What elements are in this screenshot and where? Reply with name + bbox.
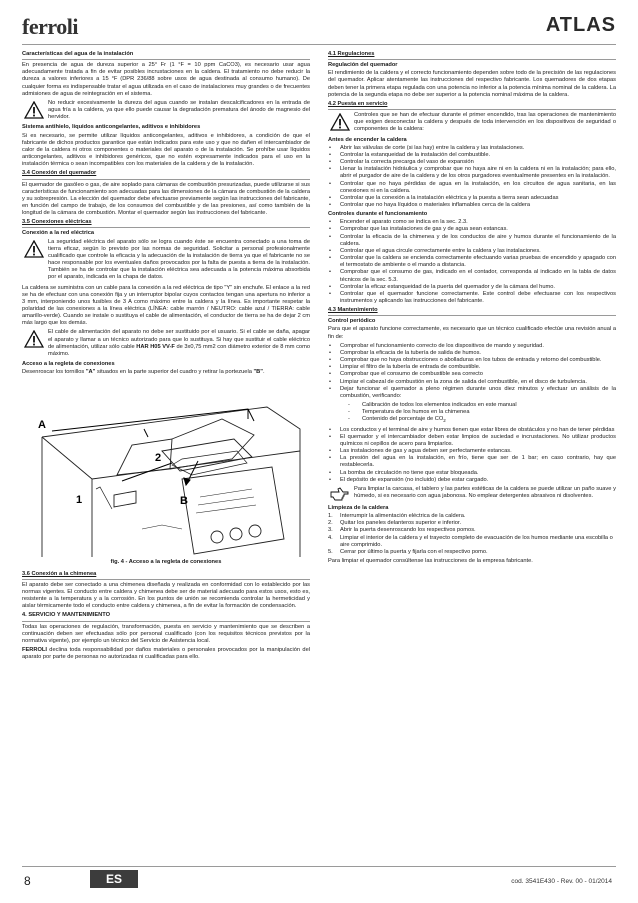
access-text: .	[262, 369, 265, 376]
checklist-item: • El depósito de expansión (no incluido) debe estar cargado.	[328, 477, 616, 484]
combustion-analysis-list	[328, 402, 616, 425]
checklist-item: • Comprobar la eficacia de la tubería de salida de humos.	[328, 350, 616, 357]
checklist-item: • Comprobar el funcionamiento correcto de los dispositivos de mando y seguridad.	[328, 343, 616, 350]
checklist-item: • Controlar que no haya líquidos o materiales inflamables cerca de la caldera	[328, 202, 616, 209]
cleaning-step	[328, 527, 616, 534]
checklist-item: • Limpiar el filtro de la tubería de entrada de combustible.	[328, 364, 616, 371]
figure-label-2: 2	[155, 452, 162, 465]
access-door-label: "B"	[253, 369, 263, 376]
cleaning-step	[328, 535, 616, 549]
analysis-item	[328, 409, 616, 416]
section-divider	[22, 621, 310, 622]
burner-regulation-paragraph: El rendimiento de la caldera y el correcto funcionamiento dependen sobre todo de la precisión de las regulaciones del quemador. Aplicar atentamente las instrucciones del respectivo fabricante. Los quemadores de dos etapas deben tener la primera etapa regulada con una potencia no inferior a la potencia mínima nominal de la caldera. La potencia de la segunda etapa no debe ser superior a la potencia nominal máxima de la caldera.	[328, 70, 616, 98]
checklist-item: • Limpiar el cabezal de combustión en la zona de salida del combustible, en el disco de turbulencia.	[328, 379, 616, 386]
chimney-section-title: 3.6 Conexión a la chimenea	[22, 570, 97, 577]
burner-regulation-title: Regulación del quemador	[328, 62, 398, 69]
water-warning-text: No reducir excesivamente la dureza del agua cuando se instalan descalcificadores en la entrada de agua fría a la caldera, ya que ello puede causar la degradación prematura del ánodo de magnesio del hervidor.	[48, 99, 310, 121]
figure-label-a: A	[38, 419, 46, 432]
step-text: Interrumpir la alimentación eléctrica de la caldera.	[340, 513, 466, 520]
checklist-item: • Llenar la instalación hidráulica y comprobar que no haya aire ni en la caldera ni en la instalación; para ello, abrir el purgador de aire de la caldera y de los otros purgadores eventualmente presentes en la instalación.	[328, 166, 616, 180]
figure-label-1: 1	[76, 494, 83, 507]
step-text: Cerrar por último la puerta y fijarla con el respectivo pomo.	[340, 548, 488, 555]
burner-paragraph: El quemador de gasóleo o gas, de aire soplado para cámaras de combustión presurizadas, puede utilizarse si sus características de funcionamiento son adecuadas para las dimensiones de la cámara de combustión de la caldera y su sobrepresión. La elección del quemador debe efectuarse previamente según las instrucciones del fabricante, en función del campo de trabajo, de los consumos del combustible y de las presiones, así como también de la longitud de la cámara de combustión. Montar el quemador según las instrucciones del fabricante.	[22, 181, 310, 217]
checklist-item: • Comprobar que el consumo de gas, indicado en el contador, corresponda al indicado en la tabla de datos técnicos de la sec. 5.3.	[328, 269, 616, 283]
right-column	[328, 50, 616, 567]
step-text: Abrir la puerta desenroscando los respectivos pomos.	[340, 527, 476, 534]
section-divider	[328, 315, 616, 316]
cleaning-note-text: Para limpiar la carcasa, el tablero y las partes estéticas de la caldera se puede utilizar un paño suave y húmedo, si es necesario con agua jabonosa. No emplear detergentes abrasivos ni disolventes.	[354, 485, 616, 500]
checklist-item: • La presión del agua en la instalación, en frío, tiene que ser de 1 bar; en caso contrario, hay que restablecerla.	[328, 455, 616, 469]
startup-warning-text: Controles que se han de efectuar durante el primer encendido, tras las operaciones de mantenimiento que exigen desconectar la caldera y después de toda intervención en los dispositivos de seguridad o componentes de la caldera:	[354, 112, 616, 133]
cable-warning-text	[48, 329, 310, 356]
brand-name-bold: FERROLI	[22, 646, 47, 653]
checklist-item: • Controlar la estanqueidad de la instalación del combustible.	[328, 152, 616, 159]
liability-paragraph	[22, 647, 310, 661]
analysis-item	[328, 402, 616, 409]
footer-divider	[22, 866, 616, 867]
periodic-check-list-continued	[328, 427, 616, 484]
model-name: ATLAS	[545, 14, 616, 36]
co2-subscript: 2	[443, 418, 446, 424]
section-divider	[22, 179, 310, 180]
checklist-item: • Comprobar que no haya obstrucciones o abolladuras en los tubos de entrada y retorno del combustible.	[328, 357, 616, 364]
page-number: 8	[24, 874, 31, 888]
pointing-hand-icon	[330, 487, 350, 501]
header-divider	[22, 44, 616, 45]
burner-cleaning-paragraph: Para limpiar el quemador consúltense las instrucciones de la empresa fabricante.	[328, 557, 533, 564]
analysis-item-text: Calibración de todos los elementos indicados en este manual	[362, 402, 517, 409]
antifreeze-title: Sistema antihielo, líquidos anticongelantes, aditivos e inhibidores	[22, 124, 201, 131]
cleaning-step	[328, 520, 616, 527]
earth-warning	[22, 239, 310, 282]
checklist-item: • Controlar que la conexión a la instalación eléctrica y la puesta a tierra sean adecuadas	[328, 195, 616, 202]
earth-warning-text: La seguridad eléctrica del aparato sólo se logra cuando éste se encuentra conectado a una toma de tierra eficaz, según lo previsto por las normas de seguridad. Solicitar a personal profesionalmente cualificado que controle la eficacia y la adecuación de la instalación de tierra ya que el fabricante no se hace responsable por los eventuales daños provocados por la falta de puesta a tierra de la instalación. También se ha de controlar que la instalación eléctrica sea adecuada a la potencia máxima absorbida por el aparato, indicada en la chapa de datos.	[48, 238, 310, 281]
step-number: 4.	[328, 534, 333, 541]
checklist-item: • Encender el aparato como se indica en la sec. 2.3.	[328, 219, 616, 226]
checklist-item: • El quemador y el intercambiador deben estar limpios de suciedad e incrustaciones. No utilizar productos químicos ni cepillos de acero para limpiarlos.	[328, 434, 616, 448]
checklist-item: • Controlar la correcta precarga del vaso de expansión	[328, 159, 616, 166]
cable-type-label: HAR H05 VV-F	[136, 343, 175, 350]
warning-triangle-icon	[24, 101, 44, 119]
burner-section-title: 3.4 Conexión del quemador	[22, 170, 97, 177]
step-number: 1.	[328, 513, 333, 520]
startup-section-title: 4.2 Puesta en servicio	[328, 100, 388, 107]
document-code: cod. 3541E430 - Rev. 00 - 01/2014	[511, 878, 612, 885]
cleaning-note	[328, 486, 616, 502]
periodic-check-title: Control periódico	[328, 318, 376, 325]
analysis-item-text: Temperatura de los humos en la chimenea	[362, 409, 470, 416]
water-paragraph: En presencia de agua de dureza superior a 25° Fr (1 °F = 10 ppm CaCO3), es necesario usar agua adecuadamente tratada a fin de evitar posibles incrustaciones en la caldera. El tratamiento no debe reducir la dureza a valores inferiores a 15 °F (DPR 236/88 sobre usos de agua destinada al consumo humano). De cualquier forma es indispensable tratar el agua utilizada en el caso de instalaciones muy grandes o de frecuentes admisiones de agua de reintegración en el sistema.	[22, 62, 310, 97]
water-section-title: Características del agua de la instalación	[22, 51, 134, 57]
terminal-access-title: Acceso a la regleta de conexiones	[22, 361, 115, 368]
step-text: Limpiar el interior de la caldera y el trayecto completo de evacuación de los humos mediante una escobilla o aire comprimido.	[340, 534, 613, 548]
checklist-item: • Las instalaciones de gas y agua deben ser perfectamente estancas.	[328, 448, 616, 455]
step-number: 2.	[328, 520, 333, 527]
checklist-item: • Controlar la eficaz estanqueidad de la puerta del quemador y de la cámara del humo.	[328, 284, 616, 291]
section-divider	[22, 579, 310, 580]
water-warning	[22, 100, 310, 121]
checklist-item: • Controlar que el agua circule correctamente entre la caldera y las instalaciones.	[328, 248, 616, 255]
step-number: 3.	[328, 527, 333, 534]
cable-warning-part: El cable de alimentación del aparato no debe ser sustituido por el usuario. Si el cable se daña, apagar el aparato y llamar a un técnico autorizado para que lo sustituya. Si hay que sustituir el cable eléctrico de alimentación, utilizar sólo cable	[48, 329, 310, 350]
before-start-list	[328, 145, 616, 209]
maintenance-section-title: 4.3 Mantenimiento	[328, 307, 378, 314]
mains-connection-title: Conexión a la red eléctrica	[22, 230, 95, 237]
terminal-access-paragraph	[22, 369, 310, 376]
access-text: situados en la parte superior del cuadro y retirar la portezuela	[95, 369, 254, 376]
service-paragraph: Todas las operaciones de regulación, transformación, puesta en servicio y mantenimiento que se describen a continuación deben ser efectuadas sólo por personal cualificado (con los requisitos técnicos previstos por la normativa vigente), por ejemplo un técnico del Servicio de Asistencia local.	[22, 623, 310, 644]
checklist-item: • Controlar que el quemador funcione correctamente. Este control debe efectuarse con los respectivos instrumentos y aplicando las instrucciones del fabricante.	[328, 291, 616, 305]
step-number: 5.	[328, 548, 333, 555]
checklist-item: • Abrir las válvulas de corte (si las hay) entre la caldera y las instalaciones.	[328, 145, 616, 152]
cable-paragraph: La caldera se suministra con un cable para la conexión a la red eléctrica de tipo "Y" sin enchufe. El enlace a la red se ha de efectuar con una conexión fija y un interruptor bipolar cuyos contactos tengan una apertura no inferior a 3 mm, interponiendo unos fusibles de 3 A como máximo entre la caldera y la línea. Es importante respetar la polaridad de las conexiones a la línea eléctrica (LÍNEA: cable marrón / NEUTRO: cable azul / TIERRA: cable amarillo-verde). Cuando se instale o sustituya el cable de alimentación, el conductor de tierra se ha de dejar 2 cm más largo que los demás.	[22, 284, 310, 327]
checklist-item: • Comprobar que las instalaciones de gas y de agua sean estancas.	[328, 226, 616, 233]
section-divider	[22, 227, 310, 228]
electrical-section-title: 3.5 Conexiones eléctricas	[22, 219, 92, 226]
boiler-cleaning-title: Limpieza de la caldera	[328, 504, 389, 511]
antifreeze-paragraph: Si es necesario, se permite utilizar líquidos anticongelantes, aditivos e inhibidores, a condición de que el fabricante de dichos productos garantice que están indicados para este uso y que no dañen el intercambiador de calor de la caldera ni otros componentes o materiales del aparato o de la instalación. Se prohíbe usar líquidos anticongelantes, aditivos e inhibidores genéricos, que no estén expresamente indicados para el uso en la instalación térmica o sean incompatibles con los materiales de la caldera y de la instalación.	[22, 132, 310, 168]
analysis-item	[328, 416, 616, 424]
figure-4	[22, 379, 310, 557]
warning-triangle-icon	[24, 240, 44, 258]
section-divider	[22, 59, 310, 60]
step-text: Quitar los paneles delanteros superior e inferior.	[340, 520, 462, 527]
cleaning-step	[328, 513, 616, 520]
analysis-item-text: Contenido del porcentaje de CO	[362, 416, 444, 423]
during-operation-title: Controles durante el funcionamiento	[328, 211, 428, 218]
chimney-paragraph: El aparato debe ser conectado a una chimenea diseñada y realizada en conformidad con lo establecido por las normas vigentes. El conducto entre caldera y chimenea debe ser de material adecuado para estos usos, esto es, resistente a la temperatura y a la corrosión. En los puntos de unión se recomienda controlar la hermeticidad y aislar térmicamente todo el conducto entre caldera y chimenea, a fin de evitar la formación de condensación.	[22, 581, 310, 610]
cable-warning-part: de 3x0,75 mm2 con diámetro exterior de 8 mm como máximo.	[48, 343, 310, 357]
warning-triangle-icon	[330, 113, 350, 131]
startup-warning	[328, 112, 616, 133]
left-column	[22, 50, 310, 663]
access-screw-label: "A"	[85, 369, 96, 376]
cable-warning	[22, 329, 310, 358]
during-operation-list	[328, 219, 616, 305]
checklist-item: • Comprobar que el consumo de combustible sea correcto	[328, 371, 616, 378]
checklist-item: • Los conductos y el terminal de aire y humos tienen que estar libres de obstáculos y no han de tener pérdidas	[328, 427, 616, 434]
section-divider	[328, 109, 616, 110]
warning-triangle-icon	[24, 330, 44, 348]
checklist-item: • Dejar funcionar el quemador a pleno régimen durante unos diez minutos y efectuar un análisis de la combustión, verificando:	[328, 386, 616, 400]
cleaning-step	[328, 549, 616, 556]
liability-text: declina toda responsabilidad por daños materiales o personales provocados por la manipulación del aparato por parte de personas no autorizadas ni cualificadas para ello.	[22, 646, 310, 661]
before-start-title: Antes de encender la caldera	[328, 136, 407, 143]
periodic-check-list	[328, 343, 616, 400]
periodic-check-paragraph: Para que el aparato funcione correctamente, es necesario que un técnico cualificado efectúe una revisión anual a fin de:	[328, 326, 616, 340]
boiler-cleaning-list	[328, 513, 616, 556]
section-divider	[328, 59, 616, 60]
figure-caption: fig. 4 - Acceso a la regleta de conexiones	[110, 559, 222, 566]
language-badge: ES	[90, 870, 138, 888]
checklist-item: • Controlar que la caldera se encienda correctamente efectuando varias pruebas de encendido y apagado con el termostato de ambiente o el mando a distancia.	[328, 255, 616, 269]
access-text: Desenroscar los tornillos	[22, 369, 86, 376]
figure-label-b: B	[180, 495, 188, 508]
checklist-item: • Controlar que no haya pérdidas de agua en la instalación, en los circuitos de agua sanitaria, en las conexiones ni en la caldera.	[328, 181, 616, 195]
regulation-section-title: 4.1 Regulaciones	[328, 51, 375, 57]
service-section-title: 4. SERVICIO Y MANTENIMIENTO	[22, 612, 111, 619]
checklist-item: • La bomba de circulación no tiene que estar bloqueada.	[328, 470, 616, 477]
checklist-item: • Controlar la eficacia de la chimenea y de los conductos de aire y humos durante el funcionamiento de la caldera.	[328, 234, 616, 248]
ferroli-logo: ferroli	[22, 14, 78, 39]
terminal-board-drawing	[22, 379, 310, 557]
